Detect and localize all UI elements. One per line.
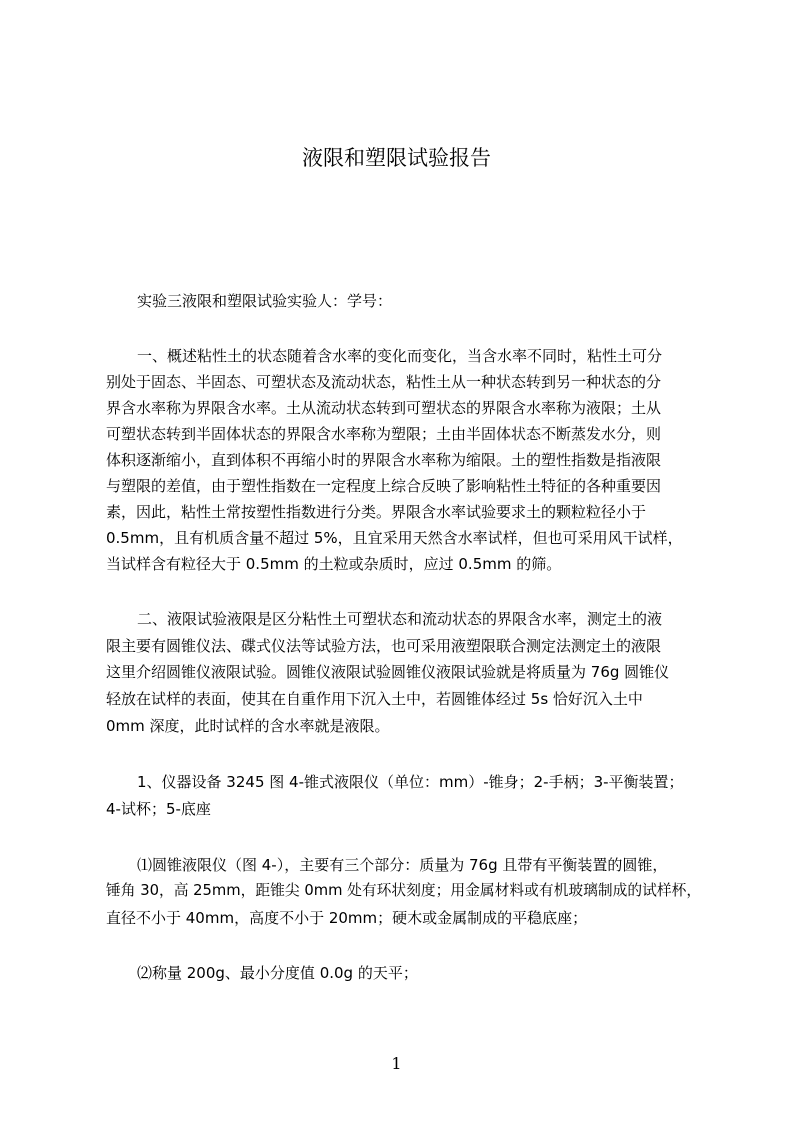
paragraph-1-line: 体积逐渐缩小，直到体积不再缩小时的界限含水率称为缩限。土的塑性指数是指液限 bbox=[106, 451, 662, 469]
paragraph-2-line: 限主要有圆锥仪法、碟式仪法等试验方法，也可采用液塑限联合测定法测定土的液限 bbox=[106, 637, 662, 655]
paragraph-5-line: ⑵称量 200g、最小分度值 0.0g 的天平； bbox=[137, 964, 418, 982]
paragraph-2-line: 这里介绍圆锥仪液限试验。圆锥仪液限试验圆锥仪液限试验就是将质量为 76g 圆锥仪 bbox=[106, 663, 670, 681]
paragraph-4-line: 直径不小于 40mm，高度不小于 20mm；硬木或金属制成的平稳底座； bbox=[106, 909, 588, 927]
page-number: 1 bbox=[391, 1054, 402, 1073]
paragraph-1-line: 0.5mm，且有机质含量不超过 5%，且宜采用天然含水率试样，但也可采用风干试样， bbox=[106, 529, 683, 547]
paragraph-1-line: 与塑限的差值，由于塑性指数在一定程度上综合反映了影响粘性土特征的各种重要因 bbox=[106, 477, 662, 495]
paragraph-2-line: 二、液限试验液限是区分粘性土可塑状态和流动状态的界限含水率，测定土的液 bbox=[137, 610, 663, 628]
experiment-info-line: 实验三液限和塑限试验实验人：学号： bbox=[137, 292, 393, 310]
paragraph-4-line: ⑴圆锥液限仪（图 4-），主要有三个部分：质量为 76g 且带有平衡装置的圆锥， bbox=[137, 856, 668, 874]
paragraph-3-line: 1、仪器设备 3245 图 4-锥式液限仪（单位：mm）-锥身；2-手柄；3-平衡装置； bbox=[137, 773, 684, 791]
paragraph-1-line: 界含水率称为界限含水率。土从流动状态转到可塑状态的界限含水率称为液限；土从 bbox=[106, 399, 662, 417]
paragraph-1-line: 别处于固态、半固态、可塑状态及流动状态，粘性土从一种状态转到另一种状态的分 bbox=[106, 373, 662, 391]
paragraph-2-line: 0mm 深度，此时试样的含水率就是液限。 bbox=[106, 717, 390, 735]
paragraph-1-line: 素，因此，粘性土常按塑性指数进行分类。界限含水率试验要求土的颗粒粒径小于 bbox=[106, 503, 647, 521]
paragraph-2-line: 轻放在试样的表面，使其在自重作用下沉入土中，若圆锥体经过 5s 恰好沉入土中 bbox=[106, 690, 643, 708]
paragraph-3-line: 4-试杯；5-底座 bbox=[106, 800, 211, 818]
paragraph-4-line: 锤角 30，高 25mm，距锥尖 0mm 处有环状刻度；用金属材料或有机玻璃制成的试样杯， bbox=[106, 882, 702, 899]
paragraph-1-line: 一、概述粘性土的状态随着含水率的变化而变化，当含水率不同时，粘性土可分 bbox=[137, 347, 663, 365]
paragraph-1-line: 当试样含有粒径大于 0.5mm 的土粒或杂质时，应过 0.5mm 的筛。 bbox=[106, 555, 562, 573]
document-title: 液限和塑限试验报告 bbox=[302, 146, 491, 170]
paragraph-1-line: 可塑状态转到半固体状态的界限含水率称为塑限；土由半固体状态不断蒸发水分，则 bbox=[106, 425, 662, 443]
